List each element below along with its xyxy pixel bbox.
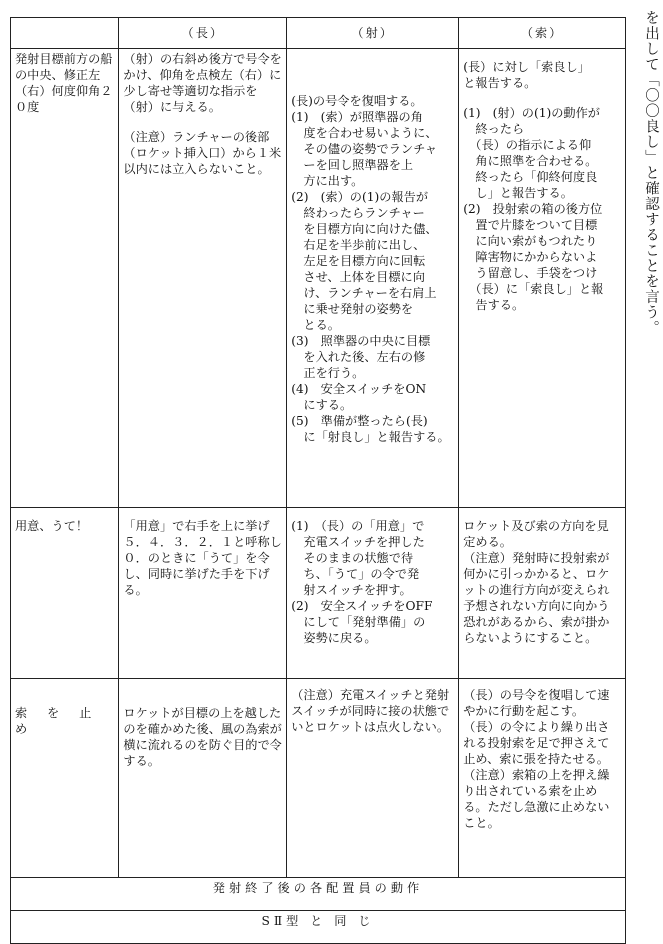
header-leader: （長） xyxy=(119,18,287,49)
shooter-step-5: (5) 準備が整ったら(長) に「射良し」と報告する。 xyxy=(291,414,450,444)
row-ready xyxy=(11,508,626,679)
header-command-blank xyxy=(11,18,119,49)
command-stop xyxy=(11,679,119,878)
footer-title: 発射終了後の各配置員の動作 xyxy=(11,878,626,911)
leader-stop xyxy=(119,679,287,878)
shooter-note: （注意）充電スイッチと発射スイッチが同時に接の状態でいとロケットは点火しない。 xyxy=(291,688,450,734)
leader-text: 「用意」で右手を上に挙げ５．４．３．２．１と呼称し ０．のときに「うて」を令し、同時に挙げた手を下げる。 xyxy=(123,519,295,597)
shooter-step-1: (1) (索）が照準器の角 度を合わせ易いように、 その儘の姿勢でランチャ ーを回し照準器を上 方に出す。 xyxy=(291,110,438,188)
rope-text: ロケット及び索の方向を見定める。 xyxy=(463,519,609,549)
leader-aim xyxy=(119,49,287,508)
row-aim xyxy=(11,49,626,508)
header-rope: （索） xyxy=(459,18,626,49)
header-shooter: （射） xyxy=(287,18,459,49)
rope-note: （注意）索箱の上を押え繰り出されている索を止める。ただし急激に止めないこと。 xyxy=(463,768,610,830)
rope-step-1: (1) (射）の(1)の動作が 終ったら （長）の指示による仰 角に照準を合わせる。 終ったら「仰終何度良 し」と報告する。 xyxy=(463,106,600,200)
rope-step: （長）の令により繰り出される投射索を足で押さえて止め、索に張を持たせる。 xyxy=(463,720,610,766)
rope-stop xyxy=(459,679,626,878)
leader-text: ロケットが目標の上を越したのを確かめた後、風の為索が横に流れるのを防ぐ目的で令する。 xyxy=(123,706,282,768)
rope-ready xyxy=(459,508,626,679)
rope-note: （注意）発射時に投射索が何かに引っかかると、ロケットの進行方向が変えられ予想されない方向に向かう恐れがあるから、索が掛からないようにすること。 xyxy=(463,551,610,645)
leader-text: （射）の右斜め後方で号令をかけ、仰角を点検左（右）に少し寄せ等適切な指示を（射）に与える。 xyxy=(123,52,282,114)
header-row xyxy=(11,18,626,49)
command-text: 発射目標前方の船の中央、修正左（右）何度仰角２０度 xyxy=(15,52,113,114)
footer-note: SⅡ型 と 同 じ xyxy=(11,911,626,944)
side-note: を出して「〇〇良し」と確認することを言う。 xyxy=(643,10,659,336)
shooter-stop xyxy=(287,679,459,878)
shooter-text: (長)の号令を復唱する。 xyxy=(291,94,423,108)
command-ready xyxy=(11,508,119,679)
leader-ready xyxy=(119,508,295,679)
footer-title-row xyxy=(11,878,626,911)
procedure-table xyxy=(10,17,626,944)
shooter-step-2: (2) 安全スイッチをOFF にして「発射準備」の 姿勢に戻る。 xyxy=(291,599,433,645)
footer-note-row xyxy=(11,911,626,944)
shooter-step-2: (2) (索）の(1)の報告が 終わったらランチャー を目標方向に向けた儘、 右足を半歩前に出し、 左足を目標方向に回転 させ、上体を目標に向 け、ランチャーを右肩上 に乗せ発射の姿勢を とる。 xyxy=(291,190,438,332)
row-stop xyxy=(11,679,626,878)
rope-step-2: (2) 投射索の箱の後方位 置で片膝をついて目標 に向い索がもつれたり 障害物にかからないよ う留意し、手袋をつけ （長）に「索良し」と報 告する。 xyxy=(463,202,604,312)
shooter-step-4: (4) 安全スイッチをON にする。 xyxy=(291,382,427,412)
rope-text: (長）に対し「索良し」 と報告する。 xyxy=(463,60,590,90)
shooter-ready xyxy=(287,508,459,679)
shooter-step-1: (1) （長）の「用意」で 充電スイッチを押した そのままの状態で待 ち、「うて」の令で発 射スイッチを押す。 xyxy=(291,519,425,597)
rope-aim xyxy=(459,49,626,508)
command-text: 索 を 止 め xyxy=(15,706,100,736)
command-text: 用意、うて！ xyxy=(15,519,89,533)
shooter-aim xyxy=(287,49,459,508)
leader-note: （注意）ランチャーの後部（ロケット挿入口）から１米以内には立入らないこと。 xyxy=(123,130,282,176)
command-aim xyxy=(11,49,119,508)
shooter-step-3: (3) 照準器の中央に目標 を入れた後、左右の修 正を行う。 xyxy=(291,334,431,380)
rope-text: （長）の号令を復唱して速やかに行動を起こす。 xyxy=(463,688,610,718)
